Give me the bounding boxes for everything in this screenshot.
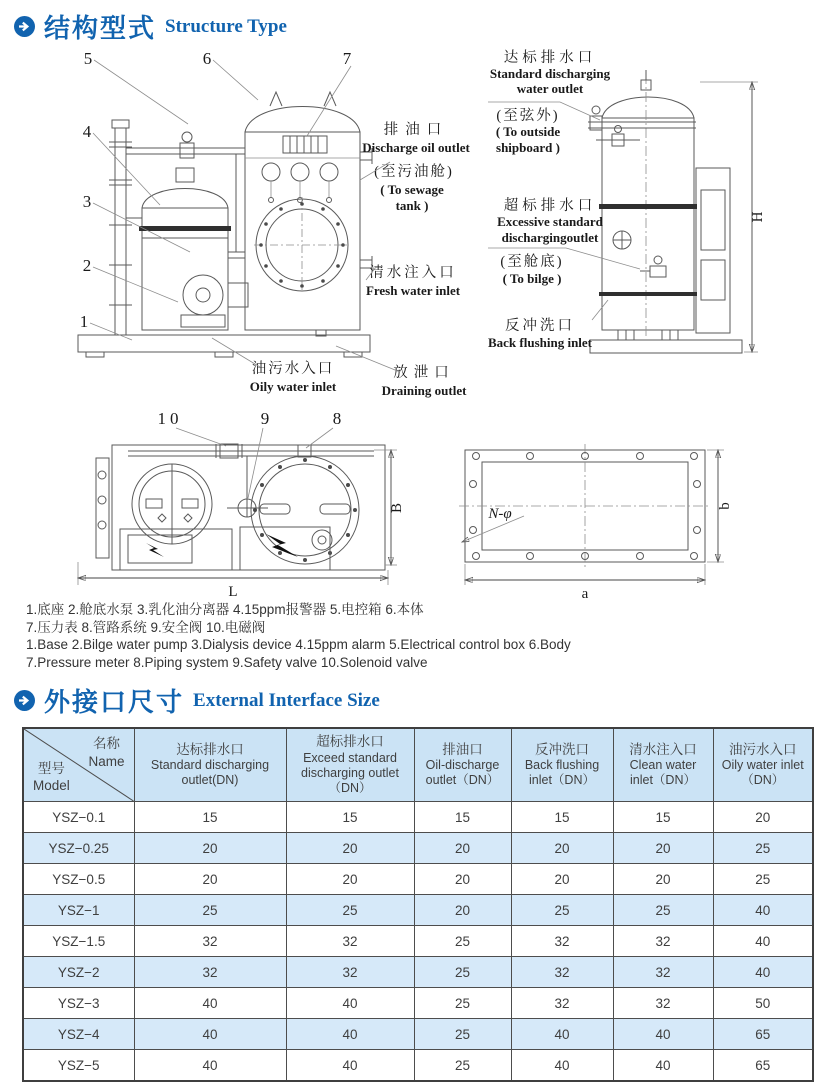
callout-3: 3	[82, 192, 92, 211]
col-header-back-flushing: 反冲洗口 Back flushing inlet（DN）	[511, 728, 613, 802]
corner-model-en: Model	[33, 778, 70, 794]
value-cell: 25	[414, 926, 511, 957]
discharge-oil-label-en: Discharge oil outlet	[362, 140, 470, 155]
value-cell: 40	[134, 1050, 286, 1082]
value-cell: 25	[414, 988, 511, 1019]
side-view-labels	[488, 49, 640, 350]
value-cell: 32	[511, 957, 613, 988]
col-header-oily-water: 油污水入口 Oily water inlet（DN）	[713, 728, 813, 802]
value-cell: 40	[511, 1019, 613, 1050]
excess-outlet-label-zh: 超标排水口	[503, 198, 597, 214]
value-cell: 40	[134, 988, 286, 1019]
value-cell: 20	[713, 802, 813, 833]
callout-5: 5	[83, 49, 93, 68]
model-cell: YSZ−1	[23, 895, 134, 926]
value-cell: 32	[286, 957, 414, 988]
top-view-callouts	[158, 409, 342, 498]
front-view	[78, 92, 372, 357]
parts-list-zh-2: 7.压力表 8.管路系统 9.安全阀 10.电磁阀	[26, 619, 266, 635]
dim-H: H	[750, 211, 766, 223]
value-cell: 25	[414, 1019, 511, 1050]
excess-outlet-note-en: ( To bilge )	[502, 271, 562, 286]
value-cell: 40	[286, 1019, 414, 1050]
value-cell: 32	[511, 926, 613, 957]
value-cell: 40	[613, 1019, 713, 1050]
value-cell: 65	[713, 1019, 813, 1050]
discharge-oil-note-zh: (至污油舱)	[374, 164, 454, 180]
table-header-row	[23, 728, 813, 802]
dim-L: L	[228, 584, 238, 600]
dim-B: B	[389, 502, 405, 514]
standard-outlet-label-en2: water outlet	[516, 81, 584, 96]
standard-outlet-note-en1: ( To outside	[495, 124, 561, 139]
value-cell: 25	[511, 895, 613, 926]
col-header-exceed-outlet: 超标排水口 Exceed standard discharging outlet （DN）	[286, 728, 414, 802]
table-row	[23, 957, 813, 988]
arrow-bullet-icon	[14, 16, 35, 37]
value-cell: 32	[134, 957, 286, 988]
value-cell: 32	[511, 988, 613, 1019]
value-cell: 40	[713, 895, 813, 926]
excess-outlet-label-en1: Excessive standard	[497, 214, 603, 229]
excess-outlet-label-en2: dischargingoutlet	[501, 230, 599, 245]
parts-list-en-2: 7.Pressure meter 8.Piping system 9.Safety valve 10.Solenoid valve	[26, 654, 428, 670]
backflush-label-zh: 反冲洗口	[505, 318, 575, 334]
value-cell: 20	[613, 833, 713, 864]
discharge-oil-note-en2: tank )	[395, 198, 429, 213]
draining-label-zh: 放泄口	[393, 365, 455, 381]
corner-cell	[23, 728, 134, 802]
interface-title-en: External Interface Size	[193, 689, 380, 711]
structure-drawing	[0, 40, 830, 602]
value-cell: 20	[414, 895, 511, 926]
value-cell: 40	[511, 1050, 613, 1082]
table-row	[23, 1019, 813, 1050]
value-cell: 20	[134, 833, 286, 864]
value-cell: 25	[713, 864, 813, 895]
front-view-labels	[212, 121, 470, 398]
model-cell: YSZ−3	[23, 988, 134, 1019]
value-cell: 40	[713, 957, 813, 988]
callout-7: 7	[342, 49, 352, 68]
col-header-standard-outlet: 达标排水口 Standard discharging outlet(DN)	[134, 728, 286, 802]
table-row	[23, 895, 813, 926]
corner-model-label	[33, 760, 70, 795]
dim-n-phi: N-φ	[488, 506, 512, 522]
callout-6: 6	[202, 49, 212, 68]
interface-section-header	[14, 682, 380, 719]
value-cell: 20	[134, 864, 286, 895]
corner-name-en: Name	[88, 753, 125, 769]
oily-water-label-en: Oily water inlet	[249, 379, 337, 394]
col-header-oil-discharge: 排油口 Oil-discharge outlet（DN）	[414, 728, 511, 802]
value-cell: 32	[613, 957, 713, 988]
value-cell: 32	[613, 926, 713, 957]
standard-outlet-note-en2: shipboard )	[496, 140, 560, 155]
value-cell: 15	[613, 802, 713, 833]
value-cell: 65	[713, 1050, 813, 1082]
value-cell: 20	[511, 864, 613, 895]
oily-water-label-zh: 油污水入口	[251, 361, 335, 377]
value-cell: 15	[511, 802, 613, 833]
model-cell: YSZ−0.25	[23, 833, 134, 864]
draining-label-en: Draining outlet	[381, 383, 467, 398]
discharge-oil-label-zh: 排油口	[383, 122, 449, 138]
callout-2: 2	[82, 256, 92, 275]
fresh-water-label-zh: 清水注入口	[369, 265, 457, 281]
model-cell: YSZ−1.5	[23, 926, 134, 957]
value-cell: 25	[286, 895, 414, 926]
interface-size-table	[22, 727, 814, 1082]
table-row	[23, 1050, 813, 1082]
value-cell: 25	[134, 895, 286, 926]
value-cell: 32	[134, 926, 286, 957]
model-cell: YSZ−0.1	[23, 802, 134, 833]
table-row	[23, 802, 813, 833]
base-plan-view	[459, 444, 733, 602]
value-cell: 20	[286, 864, 414, 895]
callout-10: 10	[157, 409, 183, 428]
value-cell: 40	[613, 1050, 713, 1082]
structure-title-zh: 结构型式	[44, 13, 157, 43]
value-cell: 15	[414, 802, 511, 833]
callout-8: 8	[332, 409, 342, 428]
standard-outlet-note-zh: (至弦外)	[496, 108, 560, 124]
model-cell: YSZ−2	[23, 957, 134, 988]
model-cell: YSZ−5	[23, 1050, 134, 1082]
value-cell: 20	[511, 833, 613, 864]
table-row	[23, 988, 813, 1019]
value-cell: 20	[414, 833, 511, 864]
corner-name-label	[88, 735, 124, 770]
parts-list-en-1: 1.Base 2.Bilge water pump 3.Dialysis device 4.15ppm alarm 5.Electrical control box 6.Body	[26, 637, 571, 652]
value-cell: 40	[134, 1019, 286, 1050]
value-cell: 25	[414, 1050, 511, 1082]
dim-b: b	[717, 502, 733, 510]
top-view	[78, 444, 405, 600]
value-cell: 50	[713, 988, 813, 1019]
value-cell: 40	[286, 988, 414, 1019]
side-view	[588, 70, 766, 353]
dim-a: a	[581, 586, 589, 602]
backflush-label-en: Back flushing inlet	[487, 335, 593, 350]
arrow-bullet-icon	[14, 690, 35, 711]
value-cell: 20	[286, 833, 414, 864]
parts-list	[26, 601, 571, 671]
table-row	[23, 864, 813, 895]
value-cell: 32	[286, 926, 414, 957]
value-cell: 15	[286, 802, 414, 833]
standard-outlet-label-zh: 达标排水口	[503, 50, 597, 66]
table-row	[23, 926, 813, 957]
interface-title-zh: 外接口尺寸	[44, 687, 185, 717]
value-cell: 25	[613, 895, 713, 926]
col-header-clean-water: 清水注入口 Clean water inlet（DN）	[613, 728, 713, 802]
callout-1: 1	[79, 312, 89, 331]
corner-model-zh: 型号	[37, 760, 65, 776]
parts-list-zh-1: 1.底座 2.舱底水泵 3.乳化油分离器 4.15ppm报警器 5.电控箱 6.本体	[26, 602, 424, 617]
value-cell: 20	[613, 864, 713, 895]
value-cell: 32	[613, 988, 713, 1019]
fresh-water-label-en: Fresh water inlet	[365, 283, 461, 298]
value-cell: 25	[713, 833, 813, 864]
value-cell: 15	[134, 802, 286, 833]
standard-outlet-label-en1: Standard discharging	[489, 66, 611, 81]
value-cell: 40	[713, 926, 813, 957]
excess-outlet-note-zh: (至舱底)	[500, 254, 564, 270]
value-cell: 40	[286, 1050, 414, 1082]
callout-4: 4	[82, 122, 92, 141]
callout-9: 9	[260, 409, 270, 428]
table-row	[23, 833, 813, 864]
corner-name-zh: 名称	[92, 736, 120, 751]
model-cell: YSZ−4	[23, 1019, 134, 1050]
structure-title-en: Structure Type	[165, 15, 287, 37]
value-cell: 20	[414, 864, 511, 895]
model-cell: YSZ−0.5	[23, 864, 134, 895]
value-cell: 25	[414, 957, 511, 988]
top-view-bolts	[253, 458, 357, 562]
discharge-oil-note-en1: ( To sewage	[380, 182, 444, 197]
